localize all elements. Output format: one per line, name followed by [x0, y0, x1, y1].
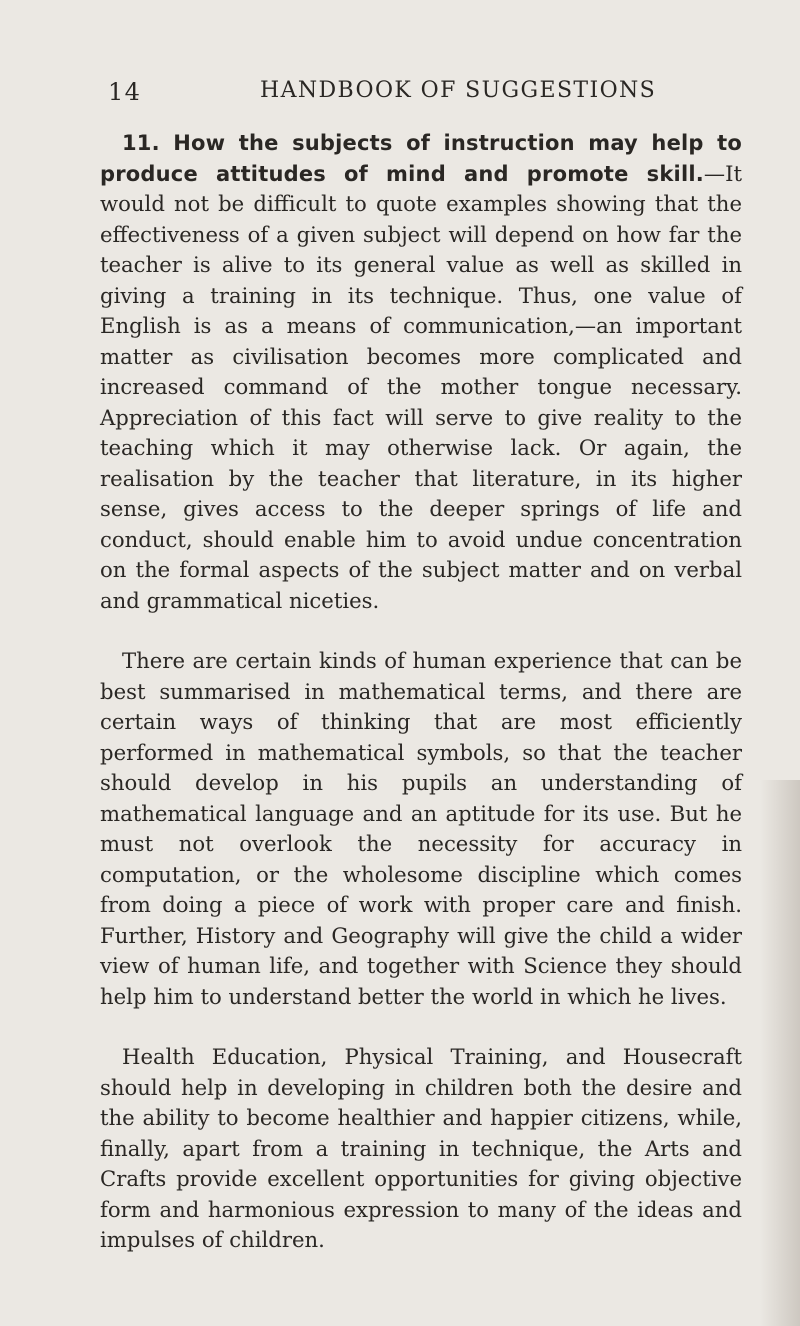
page-edge-shadow: [760, 780, 800, 1326]
paragraph-1: [100, 128, 742, 616]
paragraph-2: There are certain kinds of human experience that can be best summarised in mathematical terms, and there are certain ways of thinking that are most efficiently performed in mathematical symbols, so that the teacher should develop in his pupils an understanding of mathematical language and an aptitude for its use. But he must not overlook the necessity for accuracy in computation, or the wholesome discipline which comes from doing a piece of work with proper care and finish. Further, History and Geography will give the child a wider view of human life, and together with Science they should help him to understand better the world in which he lives.: [100, 648, 742, 1009]
section-heading: 11. How the subjects of instruction may help to produce attitudes of mind and promote skill.: [100, 131, 742, 186]
paragraph-1-text: —It would not be difficult to quote examples showing that the effectiveness of a given subject will depend on how far the teacher is alive to its general value as well as skilled in giving a training in its technique. Thus, one value of English is as a means of communication,—an important matter as civilisation becomes more complicated and increased command of the mother tongue necessary. Appreciation of this fact will serve to give reality to the teaching which it may otherwise lack. Or again, the realisation by the teacher that literature, in its higher sense, gives access to the deeper springs of life and conduct, should enable him to avoid undue concentration on the formal aspects of the subject matter and on verbal and grammatical niceties.: [100, 160, 742, 613]
body-text: [100, 128, 742, 1256]
paragraph-3: Health Education, Physical Training, and Housecraft should help in developing in children both the desire and the ability to become healthier and happier citizens, while, finally, apart from a training in technique, the Arts and Crafts provide excellent opportunities for giving objective form and harmonious expression to many of the ideas and impulses of children.: [100, 1044, 742, 1252]
page-number: 14: [108, 78, 142, 106]
running-title: HANDBOOK OF SUGGESTIONS: [260, 78, 657, 103]
